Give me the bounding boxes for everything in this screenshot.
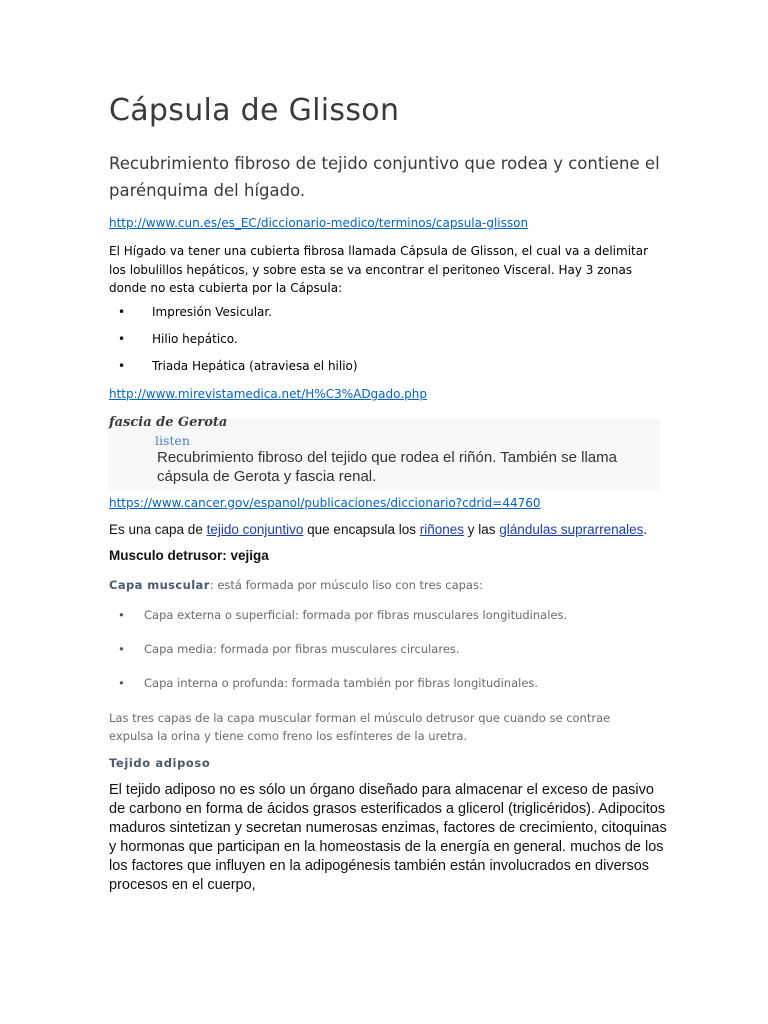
list-item: • Capa media: formada por fibras musculares circulares. — [118, 642, 460, 656]
link-glandulas-suprarrenales[interactable]: glándulas suprarrenales — [499, 522, 644, 537]
paragraph-higado: El Hígado va tener una cubierta fibrosa llamada Cápsula de Glisson, el cual va a delimitar los lobulillos hepáticos, y sobre esta se va encontrar el peritoneo Visceral. Hay 3 zonas donde no esta cubierta por la Cápsula: — [109, 244, 649, 295]
capa-muscular-label: Capa muscular — [109, 578, 210, 592]
page-subtitle: Recubrimiento fibroso de tejido conjuntivo que rodea y contiene el parénquima del hígado. — [109, 154, 660, 200]
link-mirevista[interactable]: http://www.mirevistamedica.net/H%C3%ADgado.php — [109, 387, 427, 401]
link-cancer-gov[interactable]: https://www.cancer.gov/espanol/publicaciones/diccionario?cdrid=44760 — [109, 496, 541, 510]
link-rinones[interactable]: riñones — [419, 522, 465, 537]
listen-link[interactable]: listen — [155, 433, 190, 448]
page-title: Cápsula de Glisson — [109, 93, 400, 128]
bullet-icon: • — [118, 676, 125, 690]
list-item: • Capa interna o profunda: formada también por fibras longitudinales. — [118, 676, 539, 690]
bullet-icon: • — [118, 359, 126, 373]
tejido-adiposo-heading: Tejido adiposo — [109, 756, 211, 770]
bullet-icon: • — [118, 332, 126, 346]
link-cun[interactable]: http://www.cun.es/es_EC/diccionario-medico/terminos/capsula-glisson — [109, 216, 529, 230]
link-tejido-conjuntivo[interactable]: tejido conjuntivo — [206, 522, 304, 537]
capa-summary: Las tres capas de la capa muscular forman el músculo detrusor que cuando se contrae expulsa la orina y tiene como freno los esfínteres de la uretra. — [109, 711, 611, 743]
list-item: • Impresión Vesicular. — [118, 305, 273, 319]
musculo-detrusor-heading: Musculo detrusor: vejiga — [109, 548, 269, 563]
gerota-definition: Recubrimiento fibroso del tejido que rodea el riñón. También se llama cápsula de Gerota y fascia renal. — [157, 449, 617, 485]
paragraph-gerota: Es una capa de tejido conjuntivo que encapsula los riñones y las glándulas suprarrenales. — [109, 522, 648, 537]
gerota-heading: fascia de Gerota — [109, 415, 228, 430]
list-item: • Capa externa o superficial: formada por fibras musculares longitudinales. — [118, 608, 568, 622]
list-item: • Triada Hepática (atraviesa el hilio) — [118, 359, 358, 373]
bullet-icon: • — [118, 305, 126, 319]
bullet-icon: • — [118, 608, 125, 622]
bullet-icon: • — [118, 642, 125, 656]
paragraph-adiposo: El tejido adiposo no es sólo un órgano diseñado para almacenar el exceso de pasivo de carbono en forma de ácidos grasos esterificados a glicerol (triglicéridos). Adipocitos maduros sintetizan y secretan numerosas enzimas, factores de crecimiento, citoquinas y hormonas que participan en la homeostasis de la energía en general. muchos de los los factores que influyen en la adipogénesis también están involucrados en diversos procesos en el cuerpo, — [109, 782, 667, 893]
capa-muscular-intro: Capa muscular: está formada por músculo liso con tres capas: — [109, 578, 483, 592]
list-item: • Hilio hepático. — [118, 332, 238, 346]
